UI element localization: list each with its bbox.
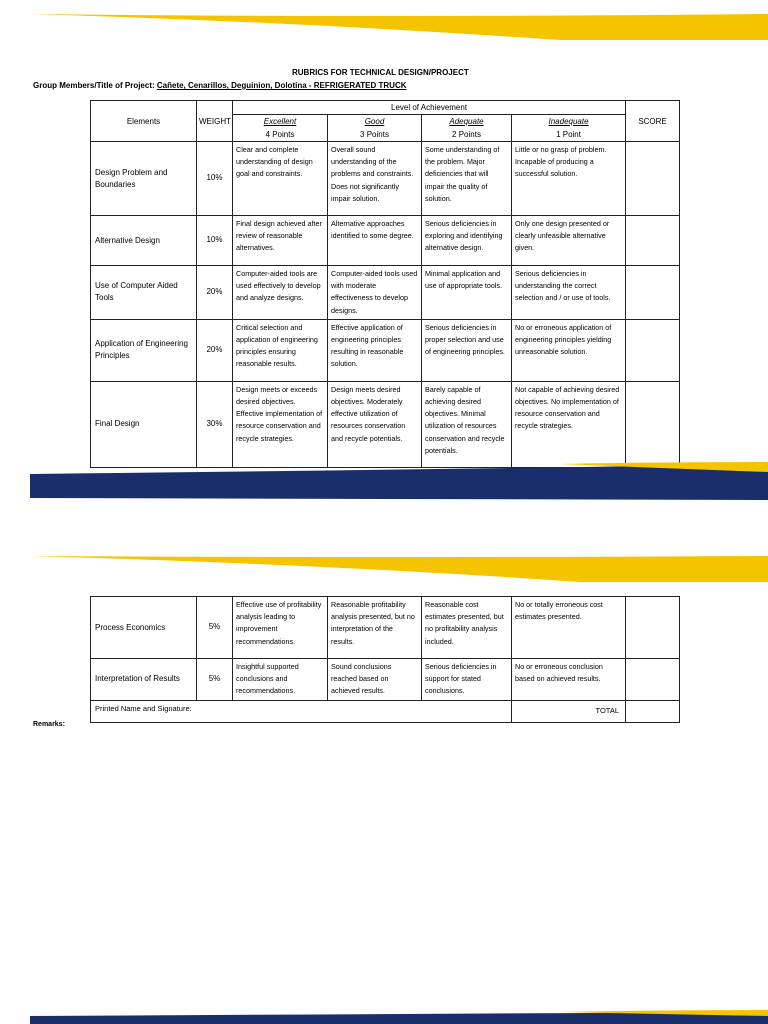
rubric-table-page2 <box>90 596 680 723</box>
row-score <box>626 597 680 659</box>
group-value: Cañete, Cenarillos, Deguinion, Dolotina - REFRIGERATED TRUCK <box>156 81 407 90</box>
row-inadequate: Serious deficiencies in understanding the correct selection and / or use of tools. <box>512 266 626 320</box>
row-score <box>626 381 680 467</box>
row-weight: 5% <box>197 597 233 659</box>
total-label: TOTAL <box>512 700 626 722</box>
row-element: Final Design <box>91 381 197 467</box>
row-score <box>626 142 680 216</box>
header-level: Level of Achievement <box>233 101 626 115</box>
table-row <box>91 659 680 701</box>
row-adequate: Barely capable of achieving desired objectives. Minimal utilization of resources conservation and recycle potentials. <box>422 381 512 467</box>
row-weight: 20% <box>197 319 233 381</box>
header-weight: WEIGHT <box>197 101 233 142</box>
total-score <box>626 700 680 722</box>
table-row <box>91 319 680 381</box>
row-weight: 5% <box>197 659 233 701</box>
row-inadequate: Only one design presented or clearly unfeasible alternative given. <box>512 216 626 266</box>
page2-bottom-band <box>0 1010 768 1024</box>
row-good: Reasonable profitability analysis presented, but no interpretation of the results. <box>328 597 422 659</box>
row-good: Computer-aided tools used with moderate effectiveness to develop designs. <box>328 266 422 320</box>
row-element: Process Economics <box>91 597 197 659</box>
header-elements: Elements <box>91 101 197 142</box>
row-adequate: Serious deficiencies in support for stated conclusions. <box>422 659 512 701</box>
table-row <box>91 381 680 467</box>
row-score <box>626 266 680 320</box>
row-excellent: Computer-aided tools are used effectively to develop and analyze designs. <box>233 266 328 320</box>
header-score: SCORE <box>626 101 680 142</box>
table-row <box>91 142 680 216</box>
remarks-label: Remarks: <box>33 721 65 728</box>
level-adequate-points: 2 Points <box>422 128 512 142</box>
row-adequate: Minimal application and use of appropriate tools. <box>422 266 512 320</box>
row-element: Application of Engineering Principles <box>91 319 197 381</box>
row-element: Design Problem and Boundaries <box>91 142 197 216</box>
row-weight: 10% <box>197 216 233 266</box>
row-adequate: Serious deficiencies in proper selection and use of engineering principles. <box>422 319 512 381</box>
level-inadequate-points: 1 Point <box>512 128 626 142</box>
row-inadequate: No or erroneous application of engineering principles yielding unreasonable solution. <box>512 319 626 381</box>
row-excellent: Insightful supported conclusions and recommendations. <box>233 659 328 701</box>
row-adequate: Reasonable cost estimates presented, but no profitability analysis included. <box>422 597 512 659</box>
row-good: Sound conclusions reached based on achieved results. <box>328 659 422 701</box>
row-adequate: Some understanding of the problem. Major deficiencies that will impair the quality of solution. <box>422 142 512 216</box>
row-element: Interpretation of Results <box>91 659 197 701</box>
row-excellent: Critical selection and application of engineering principles ensuring reasonable results. <box>233 319 328 381</box>
row-weight: 20% <box>197 266 233 320</box>
row-element: Use of Computer Aided Tools <box>91 266 197 320</box>
table-row <box>91 216 680 266</box>
row-good: Effective application of engineering principles resulting in reasonable solution. <box>328 319 422 381</box>
row-inadequate: No or erroneous conclusion based on achieved results. <box>512 659 626 701</box>
row-excellent: Clear and complete understanding of design goal and constraints. <box>233 142 328 216</box>
level-adequate-name: Adequate <box>449 117 484 126</box>
page2-top-swoosh <box>0 548 768 588</box>
signature-label: Printed Name and Signature: <box>91 700 512 722</box>
row-weight: 30% <box>197 381 233 467</box>
row-inadequate: Not capable of achieving desired objectives. No implementation of resource conservation and recycle strategies. <box>512 381 626 467</box>
table-row <box>91 266 680 320</box>
row-adequate: Serious deficiencies in exploring and identifying alternative design. <box>422 216 512 266</box>
row-good: Alternative approaches identified to some degree. <box>328 216 422 266</box>
row-score <box>626 659 680 701</box>
level-good-name: Good <box>364 117 385 126</box>
row-inadequate: Little or no grasp of problem. Incapable of producing a successful solution. <box>512 142 626 216</box>
row-good: Overall sound understanding of the problems and constraints. Does not significantly impair solution. <box>328 142 422 216</box>
row-element: Alternative Design <box>91 216 197 266</box>
group-line: Group Members/Title of Project: Cañete, Cenarillos, Deguinion, Dolotina - REFRIGERATED TRUCK <box>33 81 407 90</box>
row-good: Design meets desired objectives. Moderately effective utilization of resources conservation and recycle potentials. <box>328 381 422 467</box>
level-excellent-points: 4 Points <box>233 128 328 142</box>
row-inadequate: No or totally erroneous cost estimates presented. <box>512 597 626 659</box>
rubric-table-page1 <box>90 100 680 468</box>
row-excellent: Effective use of profitability analysis leading to improvement recommendations. <box>233 597 328 659</box>
row-excellent: Final design achieved after review of reasonable alternatives. <box>233 216 328 266</box>
page1-bottom-band <box>0 462 768 502</box>
top-yellow-swoosh <box>0 0 768 40</box>
group-label: Group Members/Title of Project <box>33 81 152 90</box>
signature-row <box>91 700 680 722</box>
level-inadequate-name: Inadequate <box>548 117 589 126</box>
table-row <box>91 597 680 659</box>
row-excellent: Design meets or exceeds desired objectives. Effective implementation of resource conservation and recycle strategies. <box>233 381 328 467</box>
page-title: RUBRICS FOR TECHNICAL DESIGN/PROJECT <box>292 68 469 77</box>
row-weight: 10% <box>197 142 233 216</box>
level-good-points: 3 Points <box>328 128 422 142</box>
level-excellent-name: Excellent <box>263 117 297 126</box>
row-score <box>626 319 680 381</box>
row-score <box>626 216 680 266</box>
